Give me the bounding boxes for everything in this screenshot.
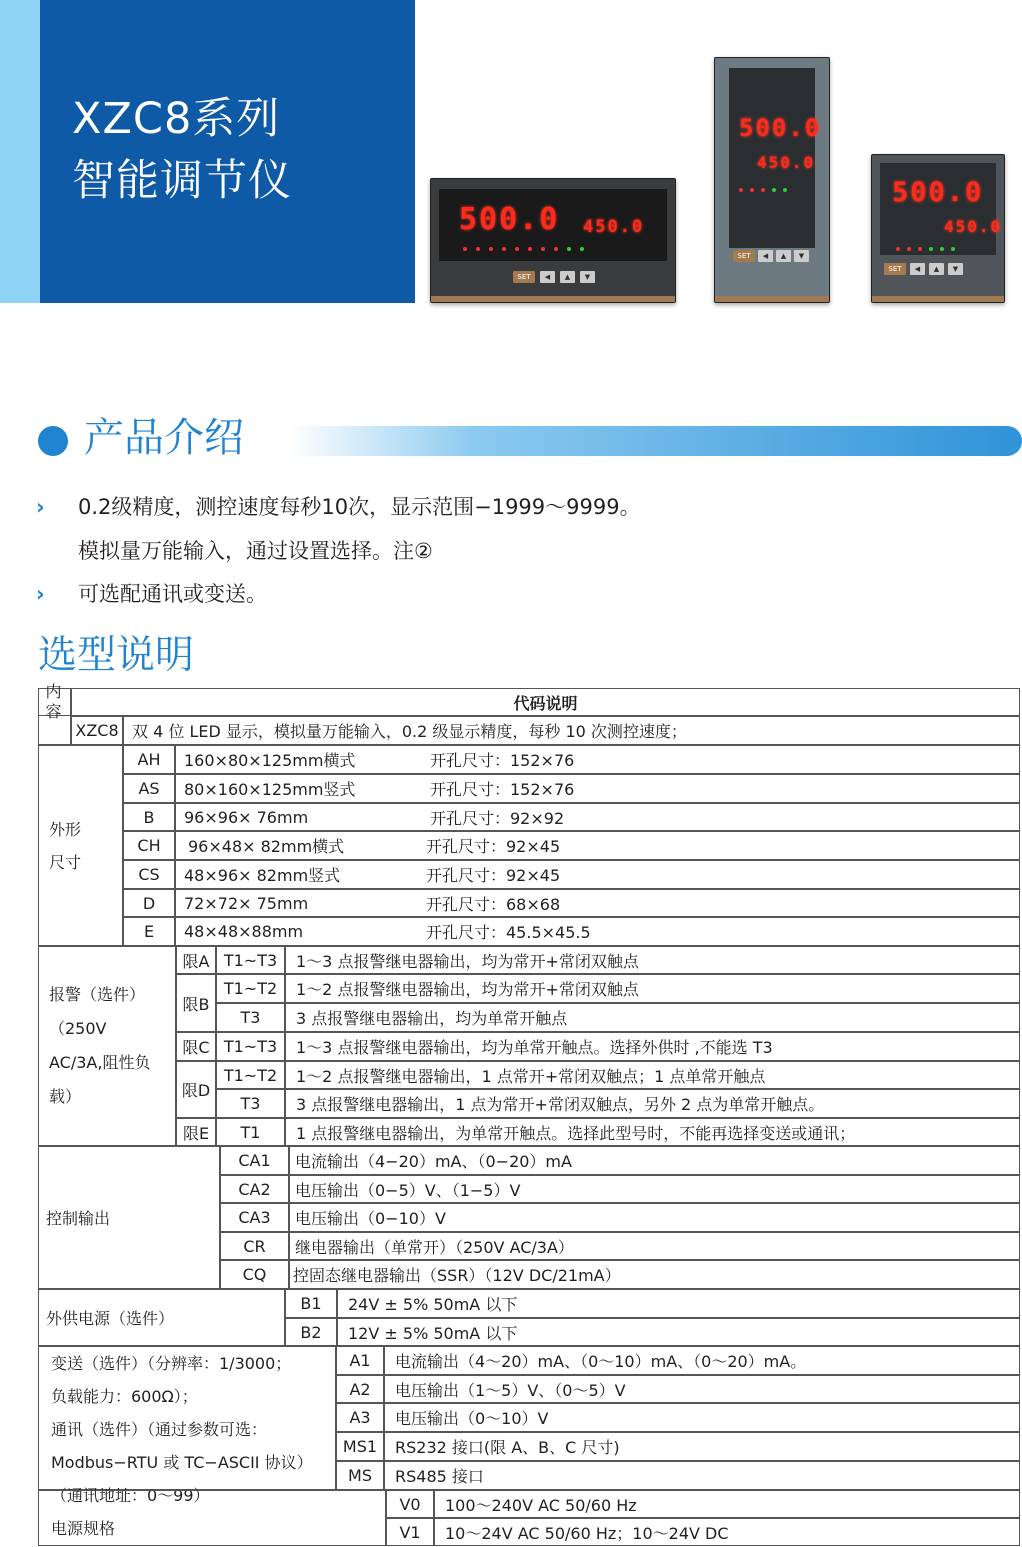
up-arrow-icon: ▲ [560, 271, 575, 283]
dim-row [175, 831, 1020, 860]
dim-code: D [123, 889, 175, 917]
up-arrow-icon: ▲ [776, 250, 791, 262]
supply-code: V1 [386, 1518, 434, 1546]
dim-code: AH [123, 745, 175, 774]
section-title-selection: 选型说明 [38, 633, 195, 678]
control-desc: 电流输出（4−20）mA、（0−20）mA [289, 1146, 1020, 1175]
indicator-leds [739, 188, 787, 192]
intro-text: 0.2级精度，测控速度每秒10次，显示范围−1999～9999。 [78, 495, 641, 519]
dim-cutout: 开孔尺寸：152×76 [430, 780, 575, 799]
alarm-group: 限D [176, 1061, 216, 1118]
trans-code: A1 [336, 1346, 384, 1375]
intro-item [36, 584, 796, 610]
alarm-group: 限B [176, 974, 216, 1032]
sv-display: 450.0 [757, 153, 816, 172]
intro-text: 可选配通讯或变送。 [78, 582, 267, 606]
header-accent-strip [0, 0, 40, 303]
dim-code: AS [123, 774, 175, 803]
alarm-desc: 1～2 点报警继电器输出，1 点常开+常闭双触点；1 点单常开触点 [285, 1061, 1020, 1089]
control-code: CR [220, 1232, 289, 1260]
down-arrow-icon: ▼ [580, 271, 595, 283]
dim-size: 160×80×125mm横式 [184, 751, 356, 770]
trans-desc: RS232 接口(限 A、B、C 尺寸) [384, 1432, 1020, 1461]
dim-cutout: 开孔尺寸：92×45 [426, 866, 561, 885]
chevron-right-icon: › [36, 495, 45, 519]
trans-desc: 电压输出（1～5）V、（0～5）V [384, 1375, 1020, 1403]
chevron-right-icon: › [36, 582, 45, 606]
sv-display: 450.0 [583, 217, 645, 237]
alarm-code: T1~T3 [216, 946, 285, 974]
device-vertical-image [714, 57, 830, 303]
alarm-code: T1 [216, 1118, 285, 1146]
up-arrow-icon: ▲ [929, 263, 944, 275]
alarm-desc: 1～3 点报警继电器输出，均为常开+常闭双触点 [285, 946, 1020, 974]
dim-size: 96×48× 82mm横式 [188, 837, 345, 856]
trans-label: 变送（选件）（分辨率：1/3000； 负载能力：600Ω）； 通讯（选件）（通过参数可选： Modbus−RTU 或 TC−ASCII 协议） （通讯地址：0～99） [38, 1346, 336, 1490]
alarm-group: 限E [176, 1118, 216, 1146]
trans-desc: RS485 接口 [384, 1461, 1020, 1490]
trans-desc: 电流输出（4～20）mA、（0～10）mA、（0～20）mA。 [384, 1346, 1020, 1375]
dim-cutout: 开孔尺寸：68×68 [426, 894, 561, 914]
dim-row [175, 889, 1020, 917]
device-trim [872, 296, 1004, 302]
indicator-leds [463, 247, 584, 251]
dim-size: 80×160×125mm竖式 [184, 780, 356, 799]
dim-cutout: 开孔尺寸：92×92 [430, 808, 565, 828]
dim-code: B [123, 803, 175, 831]
dim-cutout: 开孔尺寸：152×76 [430, 751, 575, 770]
header-cell-code: 代码说明 [71, 688, 1020, 716]
down-arrow-icon: ▼ [794, 250, 809, 262]
dim-size: 72×72× 75mm [184, 893, 309, 913]
dim-size: 48×96× 82mm竖式 [184, 866, 341, 885]
control-desc: 电压输出（0−5）V、（1−5）V [289, 1175, 1020, 1203]
pv-display: 500.0 [892, 177, 984, 208]
alarm-code: T3 [216, 1003, 285, 1032]
power-out-label: 外供电源（选件） [38, 1289, 285, 1346]
supply-label: 电源规格 [38, 1490, 386, 1546]
power-out-desc: 24V ± 5% 50mA 以下 [337, 1289, 1020, 1318]
heading-bar [290, 426, 1022, 456]
pv-display: 500.0 [739, 114, 822, 142]
dimension-label: 外形 尺寸 [38, 745, 123, 946]
product-series-title: XZC8系列 [72, 94, 281, 144]
section-title: 产品介绍 [84, 415, 244, 461]
alarm-label: 报警（选件） （250V AC/3A,阻性负 载） [38, 946, 176, 1146]
dim-cutout: 开孔尺寸：45.5×45.5 [426, 923, 591, 942]
alarm-code: T3 [216, 1089, 285, 1118]
alarm-desc: 1 点报警继电器输出，为单常开触点。选择此型号时，不能再选择变送或通讯； [285, 1118, 1020, 1146]
alarm-group: 限C [176, 1032, 216, 1061]
device-keypad [513, 271, 595, 283]
control-label: 控制输出 [38, 1146, 220, 1289]
header-cell-content-cont [38, 716, 71, 745]
device-trim [715, 296, 829, 302]
power-out-desc: 12V ± 5% 50mA 以下 [337, 1318, 1020, 1346]
alarm-code: T1~T2 [216, 974, 285, 1003]
alarm-code: T1~T2 [216, 1061, 285, 1089]
header-banner [40, 0, 415, 303]
down-arrow-icon: ▼ [948, 263, 963, 275]
control-desc: 电压输出（0−10）V [289, 1203, 1020, 1232]
alarm-group: 限A [176, 946, 216, 974]
alarm-code: T1~T3 [216, 1032, 285, 1061]
alarm-desc: 1～3 点报警继电器输出，均为单常开触点。选择外供时 ,不能选 T3 [285, 1032, 1020, 1061]
control-code: CA1 [220, 1146, 289, 1175]
set-key: SET [513, 271, 535, 283]
dim-size: 96×96× 76mm [184, 807, 309, 827]
alarm-desc: 1～2 点报警继电器输出，均为常开+常闭双触点 [285, 974, 1020, 1003]
trans-code: A2 [336, 1375, 384, 1403]
header-cell-content [38, 682, 71, 721]
alarm-desc: 3 点报警继电器输出，均为单常开触点 [285, 1003, 1020, 1032]
bullet-dot-icon [38, 426, 68, 456]
device-keypad [884, 263, 963, 275]
left-arrow-icon: ◀ [910, 263, 925, 275]
dim-code: E [123, 917, 175, 946]
device-horizontal-image [430, 178, 676, 303]
supply-desc: 10～24V AC 50/60 Hz；10～24V DC [434, 1518, 1020, 1546]
section-heading-intro [38, 415, 1022, 461]
control-desc: 控固态继电器输出（SSR）（12V DC/21mA） [289, 1260, 1020, 1289]
model-desc: 双 4 位 LED 显示，模拟量万能输入，0.2 级显示精度，每秒 10 次测控速度； [123, 716, 1020, 745]
power-out-code: B2 [285, 1318, 337, 1346]
dim-size: 48×48×88mm [184, 922, 304, 941]
set-key: SET [884, 263, 906, 275]
supply-desc: 100～240V AC 50/60 Hz [434, 1490, 1020, 1518]
intro-item [36, 541, 796, 567]
alarm-desc: 3 点报警继电器输出，1 点为常开+常闭双触点，另外 2 点为单常开触点。 [285, 1089, 1020, 1118]
dim-row [175, 917, 1020, 946]
trans-code: MS [336, 1461, 384, 1490]
intro-item [36, 497, 796, 523]
indicator-leds [896, 247, 955, 251]
supply-code: V0 [386, 1490, 434, 1518]
header-content-label: 内容 [45, 682, 62, 721]
left-arrow-icon: ◀ [758, 250, 773, 262]
dim-code: CS [123, 860, 175, 889]
intro-text: 模拟量万能输入，通过设置选择。注② [78, 539, 433, 563]
dim-row [175, 860, 1020, 889]
trans-desc: 电压输出（0～10）V [384, 1403, 1020, 1432]
selection-table [38, 682, 1020, 1546]
dim-code: CH [123, 831, 175, 860]
left-arrow-icon: ◀ [540, 271, 555, 283]
control-code: CA2 [220, 1175, 289, 1203]
trans-code: MS1 [336, 1432, 384, 1461]
control-code: CQ [220, 1260, 289, 1289]
dim-row [175, 774, 1020, 803]
product-name-title: 智能调节仪 [72, 156, 292, 206]
control-code: CA3 [220, 1203, 289, 1232]
pv-display: 500.0 [459, 202, 560, 237]
control-desc: 继电器输出（单常开）（250V AC/3A） [289, 1232, 1020, 1260]
device-square-image [871, 154, 1005, 303]
dim-row [175, 745, 1020, 774]
device-trim [431, 296, 675, 302]
sv-display: 450.0 [944, 217, 1003, 236]
dim-row [175, 803, 1020, 831]
power-out-code: B1 [285, 1289, 337, 1318]
trans-code: A3 [336, 1403, 384, 1432]
set-key: SET [733, 250, 755, 262]
model-code: XZC8 [71, 716, 123, 745]
dim-cutout: 开孔尺寸：92×45 [426, 837, 561, 856]
device-keypad [733, 250, 809, 262]
